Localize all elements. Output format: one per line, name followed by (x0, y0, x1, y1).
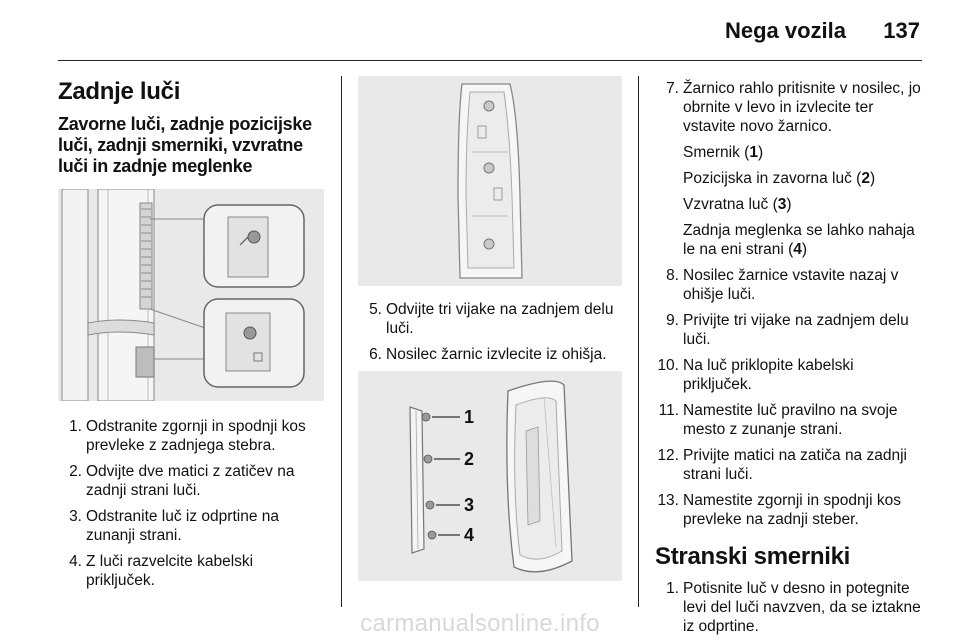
figure-rear-pillar (58, 189, 324, 401)
column-divider-left (341, 76, 342, 607)
sub-title: Zavorne luči, zadnje pozicijske luči, zadnji smerniki, vzvratne luči in zadnje meglenke (58, 114, 312, 176)
bulb-item: Vzvratna luč (3) (683, 196, 792, 213)
list-item: 7. Žarnico rahlo pritisnite v nosilec, jo obrnite v levo in izvlecite ter vstavite novo žarnico. (666, 80, 921, 135)
column-middle (358, 62, 622, 581)
steps-list-7 (655, 79, 925, 136)
list-item: 2. Odvijte dve matici z zatičev na zadnji strani luči. (69, 463, 295, 499)
list-item: 4. Z luči razvelcite kabelski priključek. (69, 553, 254, 589)
page-header (58, 0, 922, 61)
list-item: 3. Odstranite luč iz odprtine na zunanji strani. (69, 508, 279, 544)
section-title-side-indicators: Stranski smerniki (655, 543, 850, 570)
list-item: 6. Nosilec žarnic izvlecite iz ohišja. (369, 346, 607, 363)
figure-bulb-holder (358, 371, 622, 581)
column-left (58, 62, 326, 597)
list-item: 11. Namestite luč pravilno na svoje mesto z zunanje strani. (658, 402, 898, 438)
header-title: Nega vozila (724, 18, 846, 43)
steps-list-8-13 (655, 266, 925, 529)
figure-lamp-housing (358, 76, 622, 286)
list-item: 1. Potisnite luč v desno in potegnite levi del luči navzven, da se iztakne iz odprtine. (666, 580, 921, 635)
list-item: 5. Odvijte tri vijake na zadnjem delu luči. (369, 301, 614, 337)
callout-label: 1 (464, 407, 475, 427)
bulb-item: Zadnja meglenka se lahko nahaja le na eni strani (4) (683, 222, 915, 258)
list-item: 13. Namestite zgornji in spodnji kos prevleke na zadnji steber. (657, 492, 901, 528)
steps-list-1-4 (58, 417, 320, 590)
bulb-item: Pozicijska in zavorna luč (2) (683, 170, 876, 187)
section-title: Zadnje luči (58, 78, 181, 105)
callout-label: 4 (464, 525, 475, 545)
callout-label: 2 (464, 449, 475, 469)
list-item: 1. Odstranite zgornji in spodnji kos prevleke z zadnjega stebra. (69, 418, 306, 454)
watermark: carmanualsonline.info (360, 610, 600, 637)
list-item: 10. Na luč priklopite kabelski priključek. (657, 357, 854, 393)
list-item: 8. Nosilec žarnice vstavite nazaj v ohišje luči. (666, 267, 899, 303)
callout-label: 3 (464, 495, 475, 515)
steps-list-5-6 (358, 300, 622, 364)
list-item: 9. Privijte tri vijake na zadnjem delu luči. (666, 312, 909, 348)
bulb-item: Smernik (1) (683, 144, 764, 161)
list-item: 12. Privijte matici na zatiča na zadnji strani luči. (657, 447, 907, 483)
page-number: 137 (883, 18, 920, 43)
column-divider-right (638, 76, 639, 607)
column-right (655, 62, 925, 642)
